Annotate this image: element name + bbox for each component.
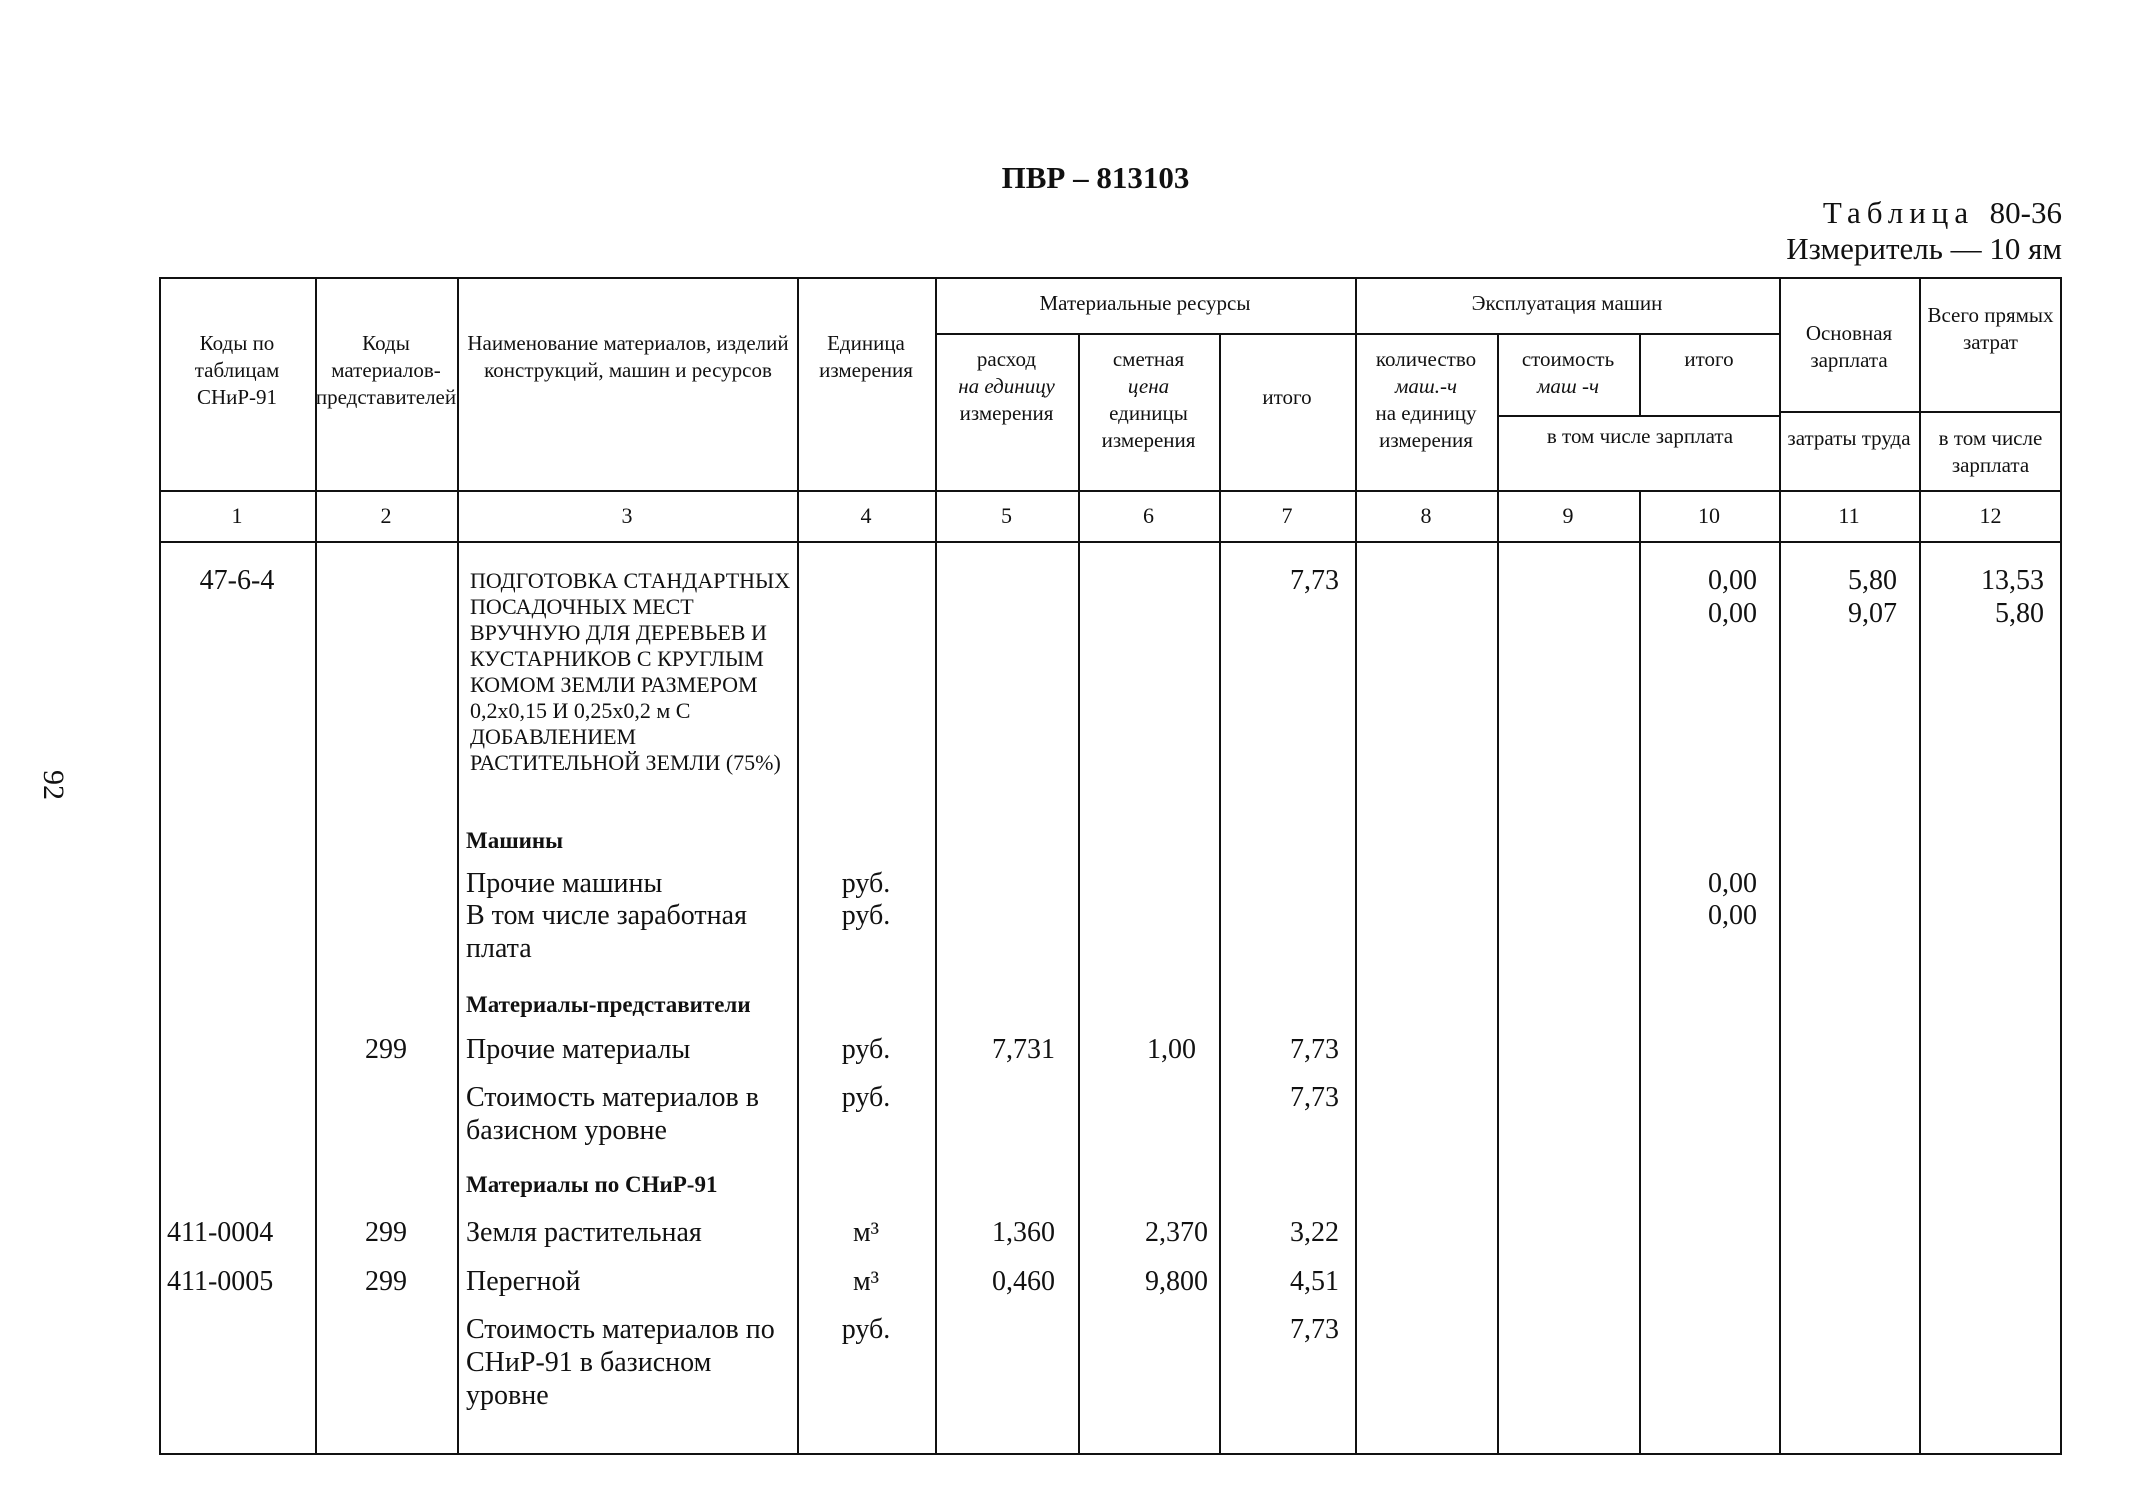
reps-r1-c5: 7,731 — [992, 1034, 1055, 1065]
header-c6 — [1078, 346, 1219, 454]
machines-r2-name: В том числе заработная плата — [466, 900, 747, 964]
reps-r2-c7: 7,73 — [1290, 1082, 1339, 1113]
column-number: 6 — [1143, 503, 1154, 528]
main-c12-b: 5,80 — [1995, 598, 2044, 629]
header-c9-10-bottom: в том числе зарплата — [1546, 424, 1734, 448]
group-rule — [935, 333, 1781, 335]
machines-r2-c10: 0,00 — [1708, 900, 1757, 931]
column-number: 4 — [860, 503, 872, 528]
reps-heading: Материалы-представители — [466, 992, 751, 1017]
snir-r1-code1: 411-0004 — [167, 1217, 274, 1248]
col-divider — [1779, 277, 1781, 1455]
machines-r1-c10: 0,00 — [1708, 868, 1757, 899]
column-number: 10 — [1698, 503, 1720, 528]
header-c11-top: Основная зарплата — [1805, 321, 1893, 372]
header-c7: итого — [1262, 385, 1312, 409]
measurer: Измеритель — 10 ям — [1786, 231, 2062, 266]
subgroup-rule — [1779, 411, 2062, 413]
snir-r2-code1: 411-0005 — [167, 1266, 274, 1297]
column-number: 1 — [231, 503, 243, 528]
main-code: 47-6-4 — [199, 565, 275, 596]
table-number: 80-36 — [1989, 195, 2062, 230]
reps-r2-unit: руб. — [841, 1082, 891, 1113]
snir-r2-c5: 0,460 — [992, 1266, 1055, 1297]
col-divider — [1497, 333, 1499, 1455]
header-c10: итого — [1684, 347, 1734, 371]
header-c9-b: маш -ч — [1536, 374, 1599, 398]
reps-r2-name: Стоимость материалов в базисном уровне — [466, 1082, 759, 1146]
machines-heading: Машины — [466, 828, 564, 853]
header-c2: Коды материалов-представителей — [315, 331, 457, 409]
col-divider — [1639, 490, 1641, 1455]
header-c8-a: количество — [1375, 347, 1477, 371]
numbers-rule — [159, 541, 2062, 543]
column-number: 5 — [1001, 503, 1012, 528]
main-c11-a: 5,80 — [1848, 565, 1897, 596]
header-c11-bottom: затраты труда — [1787, 426, 1911, 450]
snir-r1-unit: м³ — [852, 1217, 880, 1248]
header-c6-a: сметная — [1112, 347, 1185, 371]
snir-heading: Материалы по СНиР-91 — [466, 1172, 718, 1197]
column-number: 9 — [1562, 503, 1574, 528]
snir-r2-c7: 4,51 — [1290, 1266, 1339, 1297]
header-c3: Наименование материалов, изделий конструкций, машин и ресурсов — [467, 331, 789, 382]
snir-r2-name: Перегной — [466, 1266, 581, 1297]
snir-r2-c6: 9,800 — [1145, 1266, 1208, 1297]
subgroup-rule — [1497, 415, 1781, 417]
header-c8 — [1355, 346, 1497, 454]
header-c5 — [935, 346, 1078, 427]
snir-r1-name: Земля растительная — [466, 1217, 702, 1248]
header-mach-group: Эксплуатация машин — [1471, 291, 1663, 315]
reps-r1-c6: 1,00 — [1147, 1034, 1196, 1065]
machines-r1-unit: руб. — [841, 868, 891, 899]
snir-r1-c5: 1,360 — [992, 1217, 1055, 1248]
machines-r1-name: Прочие машины — [466, 868, 663, 899]
column-number: 3 — [621, 503, 633, 528]
header-c1: Коды по таблицам СНиР-91 — [194, 331, 280, 409]
col-divider — [457, 277, 459, 1455]
header-mat-group: Материальные ресурсы — [1039, 291, 1251, 315]
column-number: 11 — [1838, 503, 1860, 528]
main-c10-a: 0,00 — [1708, 565, 1757, 596]
snir-r1-c7: 3,22 — [1290, 1217, 1339, 1248]
main-c10-b: 0,00 — [1708, 598, 1757, 629]
header-c8-b: маш.-ч — [1394, 374, 1457, 398]
header-c6-b: цена — [1127, 374, 1170, 398]
snir-r3-unit: руб. — [841, 1314, 891, 1345]
column-number: 2 — [380, 503, 392, 528]
column-number: 7 — [1281, 503, 1293, 528]
main-c11-b: 9,07 — [1848, 598, 1897, 629]
reps-r1-code2: 299 — [365, 1034, 407, 1065]
table-label — [1786, 195, 2062, 267]
snir-r2-unit: м³ — [852, 1266, 880, 1297]
header-c5-a: расход — [976, 347, 1037, 371]
main-title: ПОДГОТОВКА СТАНДАРТНЫХ ПОСАДОЧНЫХ МЕСТ ВРУЧНУЮ ДЛЯ ДЕРЕВЬЕВ И КУСТАРНИКОВ С КРУГЛЫМ КОМОМ ЗЕМЛИ РАЗМЕРОМ 0,2x0,15 И 0,25x0,2 м С ДОБАВЛЕНИЕМ РАСТИТЕЛЬНОЙ ЗЕМЛИ (75%) — [470, 568, 791, 775]
document-title: ПВР – 813103 — [1001, 160, 1190, 195]
header-c12-top: Всего прямых затрат — [1927, 303, 2054, 354]
main-c12-a: 13,53 — [1981, 565, 2044, 596]
machines-r2-unit: руб. — [841, 900, 891, 931]
reps-r1-unit: руб. — [841, 1034, 891, 1065]
table-word: Таблица — [1822, 195, 1975, 230]
header-rule — [159, 490, 2062, 492]
snir-r2-code2: 299 — [365, 1266, 407, 1297]
header-c4: Единица измерения — [819, 331, 913, 382]
header-c9 — [1497, 346, 1639, 400]
snir-r1-code2: 299 — [365, 1217, 407, 1248]
header-c5-c: измерения — [959, 401, 1054, 425]
header-c12-bottom: в том числе зарплата — [1938, 426, 2043, 477]
column-number: 12 — [1979, 503, 2002, 528]
header-c8-c: на единицу измерения — [1375, 401, 1477, 452]
header-c5-b: на единицу — [958, 374, 1055, 398]
reps-r1-c7: 7,73 — [1290, 1034, 1339, 1065]
snir-r3-c7: 7,73 — [1290, 1314, 1339, 1345]
main-c7: 7,73 — [1290, 565, 1339, 596]
column-number: 8 — [1420, 503, 1432, 528]
header-c6-c: единицы измерения — [1101, 401, 1196, 452]
snir-r1-c6: 2,370 — [1145, 1217, 1208, 1248]
snir-r3-name: Стоимость материалов по СНиР-91 в базисном уровне — [466, 1314, 775, 1411]
page-number: 92 — [37, 770, 70, 800]
header-c9-a: стоимость — [1521, 347, 1615, 371]
reps-r1-name: Прочие материалы — [466, 1034, 691, 1065]
